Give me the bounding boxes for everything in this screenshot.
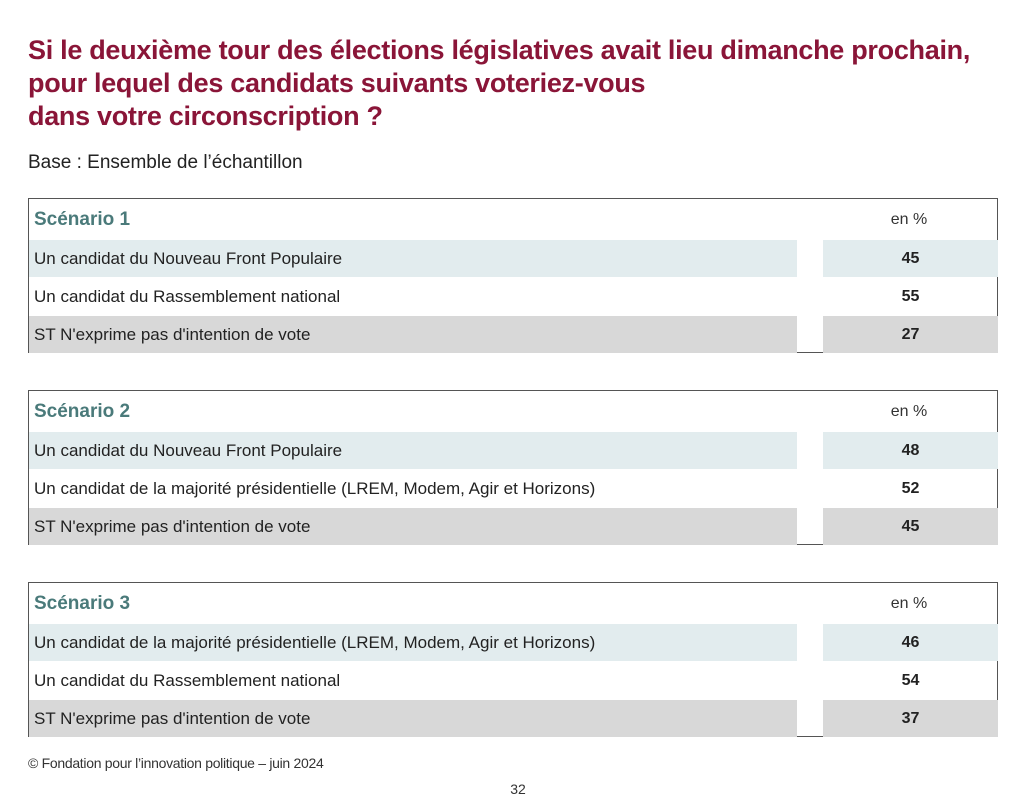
- scenario-table-1: [28, 198, 998, 353]
- row-label: Un candidat du Nouveau Front Populaire: [29, 432, 797, 469]
- base-note: Base : Ensemble de l’échantillon: [28, 152, 303, 173]
- copyright-footer: © Fondation pour l’innovation politique – juin 2024: [28, 755, 324, 771]
- row-label: ST N'exprime pas d'intention de vote: [29, 508, 797, 545]
- row-label: Un candidat du Rassemblement national: [34, 287, 341, 306]
- row-value: 54: [901, 672, 920, 689]
- page-title: [28, 34, 1018, 133]
- row-value: 45: [823, 508, 998, 545]
- row-label: Un candidat du Rassemblement national: [34, 671, 341, 690]
- scenario-table-3: [28, 582, 998, 737]
- table-row: [29, 240, 997, 278]
- row-value: 46: [823, 624, 998, 661]
- unit-label: en %: [890, 403, 928, 420]
- table-row: [29, 662, 997, 700]
- row-label: ST N'exprime pas d'intention de vote: [29, 700, 797, 737]
- row-value: 37: [823, 700, 998, 737]
- unit-label: en %: [890, 211, 928, 228]
- scenario-table-2: [28, 390, 998, 545]
- table-row: [29, 278, 997, 316]
- unit-label: en %: [890, 595, 928, 612]
- row-label: Un candidat de la majorité présidentielle (LREM, Modem, Agir et Horizons): [29, 624, 797, 661]
- row-label: Un candidat de la majorité présidentielle (LREM, Modem, Agir et Horizons): [34, 479, 596, 498]
- title-line-1: Si le deuxième tour des élections législatives avait lieu dimanche prochain,: [28, 35, 971, 65]
- table-row-subtotal: [29, 316, 997, 354]
- scenario-title: Scénario 1: [34, 209, 131, 230]
- table-row: [29, 624, 997, 662]
- row-label: Un candidat du Nouveau Front Populaire: [29, 240, 797, 277]
- scenario-title: Scénario 2: [34, 401, 131, 422]
- page-number: 32: [510, 781, 526, 797]
- table-row: [29, 470, 997, 508]
- title-line-2: pour lequel des candidats suivants voteriez-vous: [28, 68, 646, 98]
- table-row: [29, 432, 997, 470]
- scenario-header: [29, 583, 997, 624]
- row-label: ST N'exprime pas d'intention de vote: [29, 316, 797, 353]
- row-value: 52: [901, 480, 920, 497]
- scenario-title: Scénario 3: [34, 593, 131, 614]
- table-row-subtotal: [29, 508, 997, 546]
- title-line-3: dans votre circonscription ?: [28, 101, 383, 131]
- row-value: 48: [823, 432, 998, 469]
- row-value: 45: [823, 240, 998, 277]
- row-value: 27: [823, 316, 998, 353]
- row-value: 55: [901, 288, 920, 305]
- table-row-subtotal: [29, 700, 997, 738]
- scenario-header: [29, 391, 997, 432]
- scenario-header: [29, 199, 997, 240]
